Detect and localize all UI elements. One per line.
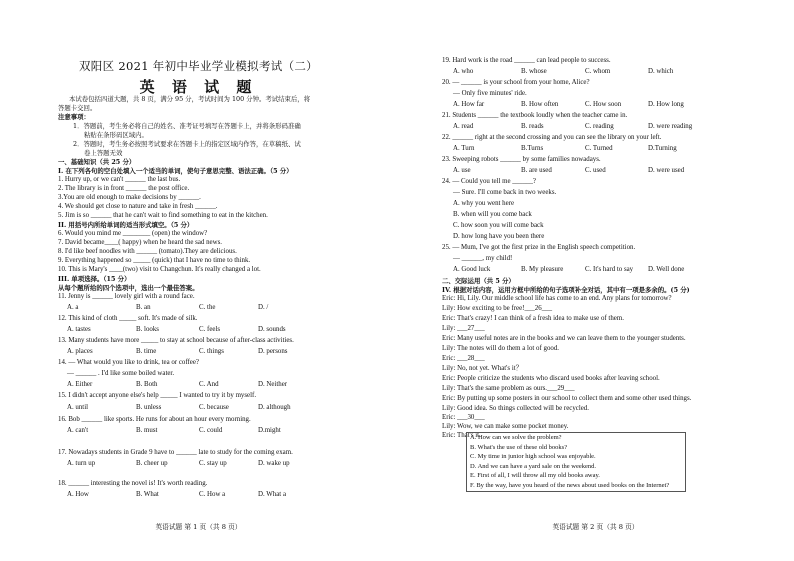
dialogue-line-7: Eric: ___28___ (442, 355, 485, 362)
q12-option-b: B. looks (136, 326, 159, 333)
dialogue-line-13: Eric: ___30___ (442, 414, 485, 421)
question-16: 16. Bob ______ like sports. He runs for about an hour every morning. (58, 416, 251, 423)
question-12: 12. This kind of cloth _____ soft. It's made of silk. (58, 315, 198, 322)
q23-option-a: A. use (453, 167, 471, 174)
q20-option-c: C. How soon (585, 101, 622, 108)
q16-option-a: A. can't (67, 427, 89, 434)
q13-option-b: B. time (136, 348, 157, 355)
q22-option-d: D.Turning (648, 145, 677, 152)
question-1: 1. Hurry up, or we can't ______ the last bus. (58, 176, 181, 183)
question-24-line-2: — Sure. I'll come back in two weeks. (453, 189, 557, 196)
dialogue-line-1: Eric: Hi, Lily. Our middle school life has come to an end. Any plans for tomorrow? (442, 295, 672, 302)
exam-title: 双阳区 2021 年初中毕业学业模拟考试（二） (79, 59, 318, 73)
intro-line-1: 本试卷包括四道大题，共 8 页，满分 95 分，考试时间为 100 分钟。考试结束后，将 (69, 95, 311, 103)
box-option-a: A. How can we solve the problem? (470, 434, 562, 441)
q24-option-b: B. when will you come back (453, 211, 532, 218)
question-14-line-1: 14. — What would you like to drink, tea or coffee? (58, 359, 199, 366)
question-24-line-1: 24. — Could you tell me ______? (442, 178, 536, 185)
question-14-line-2: — ______ . I'd like some boiled water. (67, 370, 175, 377)
dialogue-line-2: Lily: How exciting to be free!___26___ (442, 305, 553, 312)
q14-option-d: D. Neither (258, 381, 288, 388)
subject-title: 英 语 试 题 (139, 78, 258, 96)
part-2-heading: II. 用括号内所给单词的适当形式填空。（5 分） (58, 221, 194, 229)
dialogue-line-4: Lily: ___27___ (442, 325, 485, 332)
question-5: 5. Jim is so ______ that he can't wait to find something to eat in the kitchen. (58, 212, 268, 219)
q11-option-c: C. the (199, 304, 216, 311)
q11-option-a: A. a (67, 304, 79, 311)
question-11: 11. Jenny is ______ lovely girl with a round face. (58, 293, 195, 300)
q18-option-c: C. How a (199, 491, 226, 498)
part-4-heading: IV. 根据对话内容，运用方框中所给的句子选项补全对话，其中有一项是多余的。(5 分) (442, 286, 690, 294)
q16-option-d: D.might (258, 427, 281, 434)
q17-option-a: A. turn up (67, 460, 96, 467)
question-10: 10. This is Mary's ____(two) visit to Changchun. It's really changed a lot. (58, 266, 261, 273)
q23-option-c: C. used (585, 167, 606, 174)
dialogue-line-12: Lily: Good idea. So things collected will be recycled. (442, 405, 589, 412)
dialogue-line-14: Lily: Wow, we can make some pocket money. (442, 423, 569, 430)
page-footer-1: 英语试题 第 1 页（共 8 页） (155, 523, 242, 531)
q18-option-b: B. What (136, 491, 159, 498)
dialogue-line-10: Lily: That's the same problem as ours.___29___ (442, 385, 575, 392)
note-1-line-1: 1．答题前，考生务必将自己的姓名、准考证号填写在答题卡上，并将条形码准确 (73, 122, 301, 130)
question-18: 18. ______ interesting the novel is! It's worth reading. (58, 480, 208, 487)
note-1-line-2: 粘贴在条形码区域内。 (84, 131, 148, 139)
q13-option-c: C. things (199, 348, 224, 355)
part-3-instruction: 从每个题所给的四个选项中，选出一个最佳答案。 (58, 284, 199, 292)
dialogue-line-8: Lily: No, not yet. What's it？ (442, 365, 523, 372)
question-7: 7. David became____( happy) when he heard the sad news. (58, 239, 222, 246)
q11-option-b: B. an (136, 304, 151, 311)
q16-option-b: B. must (136, 427, 158, 434)
question-4: 4. We should get close to nature and take in fresh ______. (58, 203, 218, 210)
question-25-line-2: — ______, my child! (453, 255, 513, 262)
question-9: 9. Everything happened so _____ (quick) that I have no time to think. (58, 257, 251, 264)
q25-option-a: A. Good luck (453, 266, 491, 273)
question-22: 22. ______ right at the second crossing and you can see the library on your left. (442, 134, 662, 141)
q14-option-a: A. Either (67, 381, 93, 388)
notes-heading: 注意事项： (58, 113, 90, 121)
q20-option-b: B. How often (521, 101, 559, 108)
q12-option-c: C. feels (199, 326, 221, 333)
note-2-line-1: 2．答题时，考生务必按照考试要求在答题卡上的指定区域内作答，在草稿纸、试 (73, 140, 301, 148)
q24-option-c: C. how soon you will come back (453, 222, 544, 229)
question-20-line-2: — Only five minutes' ride. (453, 90, 527, 97)
question-23: 23. Sweeping robots ______ by some families nowadays. (442, 156, 601, 163)
dialogue-line-11: Eric: By putting up some posters in our school to collect them and some other used things. (442, 395, 692, 402)
part-1-heading: I. 在下列各句的空白处填入一个适当的单词，使句子意思完整、语法正确。（5 分） (58, 167, 293, 175)
question-21: 21. Students ______ the textbook loudly when the teacher came in. (442, 112, 628, 119)
question-8: 8. I'd like beef noodles with ______ (tomato).They are delicious. (58, 248, 237, 255)
q25-option-c: C. It's hard to say (585, 266, 634, 273)
q17-option-d: D. wake up (258, 460, 290, 467)
q20-option-a: A. How far (453, 101, 485, 108)
q11-option-d: D. / (258, 304, 269, 311)
box-option-b: B. What's the use of these old books? (470, 443, 568, 451)
q15-option-b: B. unless (136, 404, 162, 411)
question-19: 19. Hard work is the road ______ can lead people to success. (442, 57, 611, 64)
q25-option-b: B. My pleasure (521, 266, 564, 273)
dialogue-line-15: Eric: That's it. (442, 432, 481, 439)
q25-option-d: D. Well done (648, 266, 685, 273)
q14-option-c: C. And (199, 381, 219, 388)
q21-option-c: C. reading (585, 123, 614, 130)
q19-option-d: D. which (648, 68, 674, 75)
intro-line-2: 答题卡交回。 (58, 104, 97, 112)
question-17: 17. Nowadays students in Grade 9 have to ______ late to study for the coming exam. (58, 449, 293, 456)
q24-option-a: A. why you went here (453, 200, 515, 207)
dialogue-line-3: Eric: That's crazy! I can think of a fresh idea to make use of them. (442, 315, 624, 322)
q12-option-d: D. sounds (258, 326, 286, 333)
question-25-line-1: 25. — Mum, I've got the first prize in the English speech competition. (442, 244, 636, 251)
q13-option-d: D. persons (258, 348, 288, 355)
box-option-d: D. And we can have a yard sale on the weekend. (470, 462, 596, 470)
q17-option-b: B. cheer up (136, 460, 168, 467)
q19-option-b: B. whose (521, 68, 547, 75)
q23-option-b: B. are used (521, 167, 552, 174)
page-footer-2: 英语试题 第 2 页（共 8 页） (552, 523, 639, 531)
box-option-c: C. My time in junior high school was enjoyable. (470, 453, 596, 461)
question-15: 15. I didn't accept anyone else's help _____ I wanted to try it by myself. (58, 392, 257, 399)
box-option-e: E. First of all, I will throw all my old books away. (470, 472, 600, 480)
q14-option-b: B. Both (136, 381, 158, 388)
section-2-heading: 二、交际运用（共 5 分） (442, 277, 515, 285)
q19-option-a: A. who (453, 68, 474, 75)
box-option-f: F. By the way, have you heard of the news about used books on the Internet? (470, 481, 670, 489)
section-1-heading: 一、基础知识（共 25 分） (58, 158, 136, 166)
q24-option-d: D. how long have you been there (453, 233, 545, 240)
q15-option-d: D. although (258, 404, 291, 411)
q13-option-a: A. places (67, 348, 93, 355)
question-3: 3.You are old enough to make decisions by ______. (58, 194, 201, 201)
q18-option-a: A. How (67, 491, 89, 498)
question-6: 6. Would you mind me ________ (open) the window? (58, 230, 208, 237)
q20-option-d: D. How long (648, 101, 684, 108)
q23-option-d: D. were used (648, 167, 685, 174)
question-20-line-1: 20. — ______ is your school from your home, Alice? (442, 79, 590, 86)
part-3-heading: III. 单项选择。（15 分） (58, 275, 131, 283)
question-2: 2. The library is in front ______ the post office. (58, 185, 190, 192)
q15-option-a: A. until (67, 404, 89, 411)
dialogue-line-5: Eric: Many useful notes are in the books and we can leave them to the younger students. (442, 335, 686, 342)
q22-option-b: B.Turns (521, 145, 544, 152)
q21-option-d: D. were reading (648, 123, 693, 130)
question-13: 13. Many students have more _____ to stay at school because of after-class activities. (58, 337, 294, 344)
q16-option-c: C. could (199, 427, 223, 434)
dialogue-line-9: Eric: People criticize the students who discard used books after leaving school. (442, 375, 660, 382)
q22-option-a: A. Turn (453, 145, 475, 152)
q21-option-b: B. reads (521, 123, 544, 130)
options-box (466, 432, 686, 492)
note-2-line-2: 卷上答题无效 (84, 149, 123, 157)
q18-option-d: D. What a (258, 491, 286, 498)
q12-option-a: A. tastes (67, 326, 91, 333)
q21-option-a: A. read (453, 123, 474, 130)
q15-option-c: C. because (199, 404, 229, 411)
dialogue-line-6: Lily: The notes will do them a lot of good. (442, 345, 559, 352)
q19-option-c: C. whom (585, 68, 611, 75)
q22-option-c: C. Turned (585, 145, 613, 152)
q17-option-c: C. stay up (199, 460, 227, 467)
